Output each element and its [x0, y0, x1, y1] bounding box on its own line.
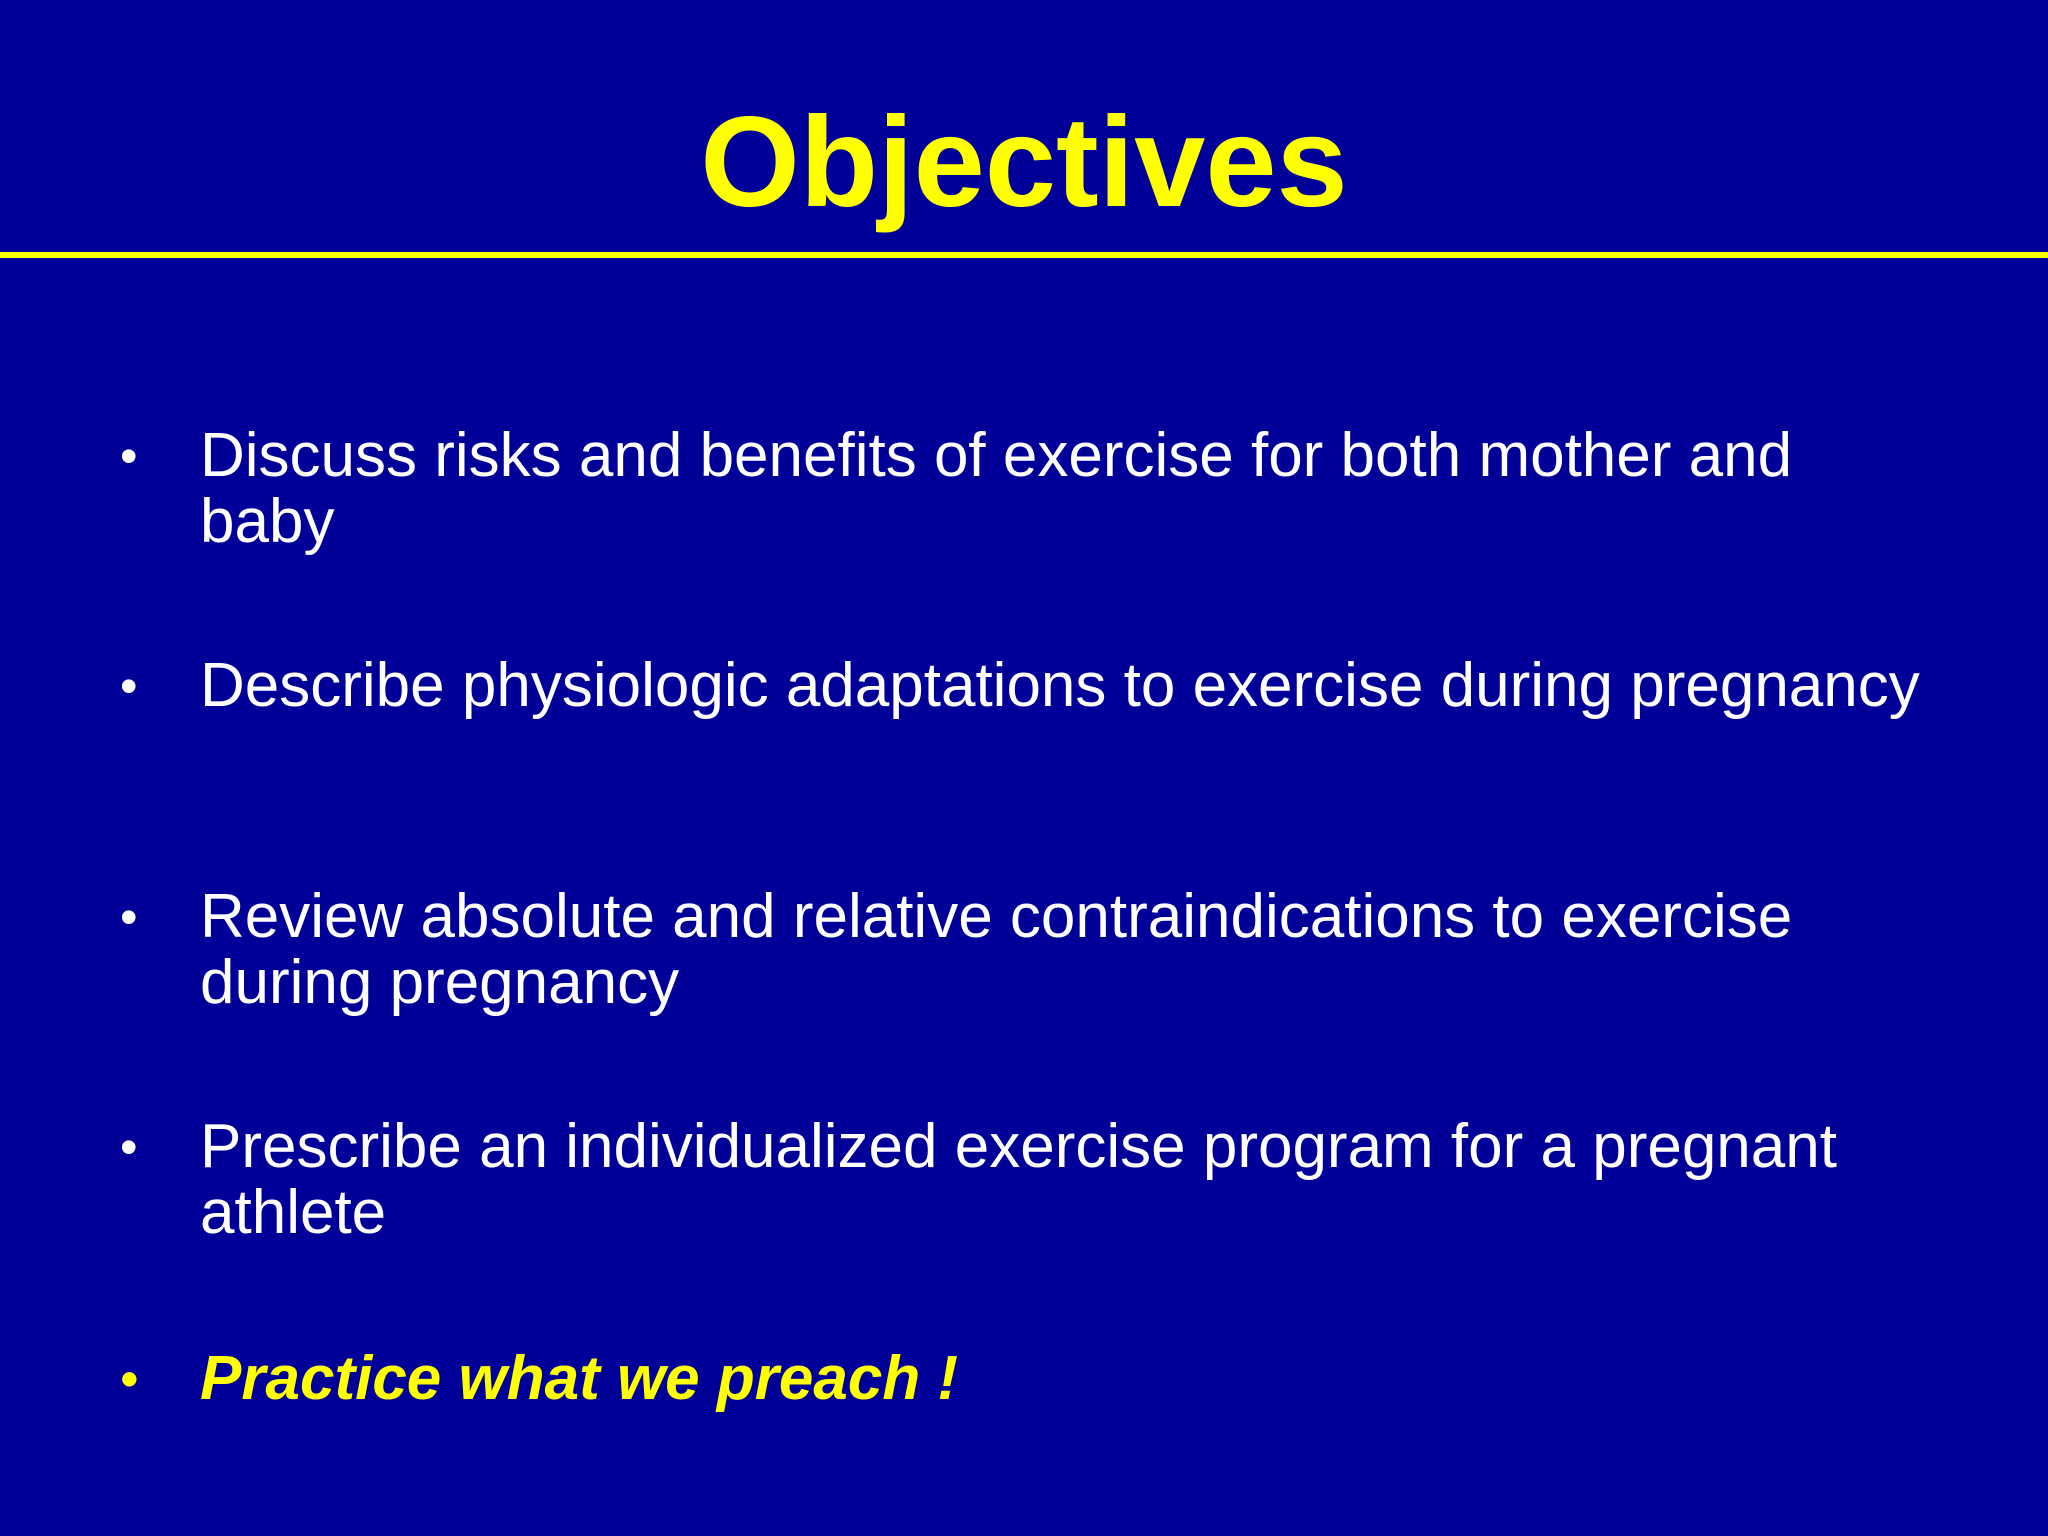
bullet-text: Discuss risks and benefits of exercise for both mother and baby	[200, 421, 1793, 556]
title-divider	[0, 252, 2048, 258]
bullet-icon: •	[120, 1351, 138, 1407]
bullet-icon: •	[120, 428, 138, 484]
list-item	[120, 884, 1920, 1016]
bullet-icon: •	[120, 658, 138, 714]
list-item	[120, 653, 1920, 719]
bullet-icon: •	[120, 889, 138, 945]
bullet-text: Prescribe an individualized exercise program for a pregnant athlete	[200, 1112, 1837, 1247]
list-item	[120, 423, 1920, 555]
highlight-list-item	[120, 1346, 1920, 1412]
bullet-icon: •	[120, 1119, 138, 1175]
bullet-text: Describe physiologic adaptations to exercise during pregnancy	[200, 651, 1920, 720]
slide-title: Objectives	[700, 91, 1348, 234]
bullet-text: Practice what we preach !	[200, 1344, 959, 1413]
bullet-text: Review absolute and relative contraindications to exercise during pregnancy	[200, 882, 1793, 1017]
list-item	[120, 1114, 1920, 1246]
